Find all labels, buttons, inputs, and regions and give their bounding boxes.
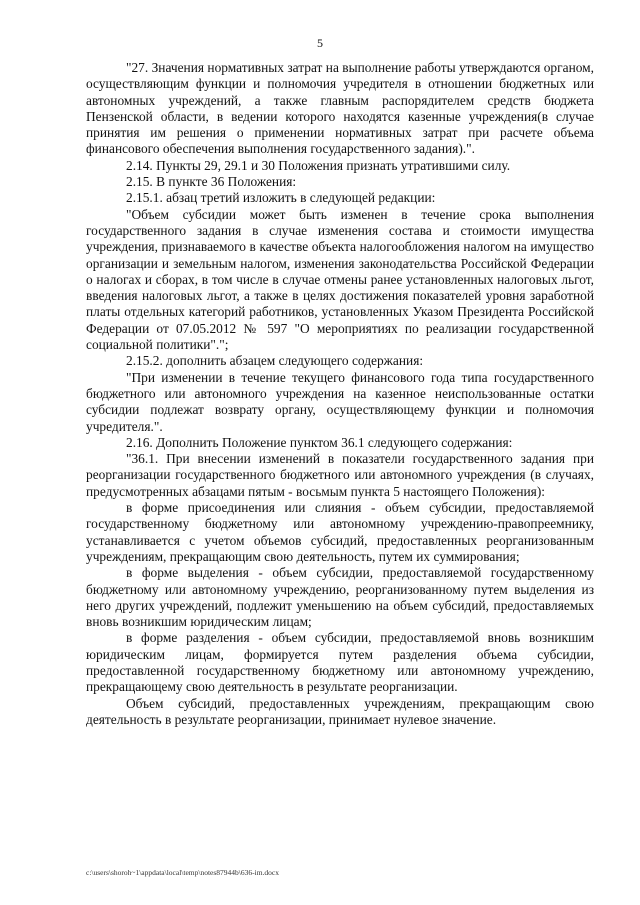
paragraph-subsidy-change: "Объем субсидии может быть изменен в течение срока выполнения государственного задания в случае изменения состава и стоимости имущества учреждения, признаваемого в качестве объекта налогообложения налогом на имущество организации и земельным налогом, изменения законодательства Российской Федерации о налогах и сборах, в том числе в случае отмены ранее установленных налоговых льгот, введения налоговых льгот, а также в целях достижения показателей уровня заработной платы отдельных категорий работников, установленных Указом Президента Российской Федерации от 07.05.2012 № 597 "О мероприятиях по реализации государственной социальной политики"."; (86, 206, 594, 353)
page-number: 5 (317, 36, 323, 50)
paragraph-type-change: "При изменении в течение текущего финансового года типа государственного бюджетного или автономного учреждения на казенное неиспользованные остатки субсидии подлежат возврату органу, осуществляющему функции и полномочия учредителя.". (86, 369, 594, 434)
paragraph-spin-off: в форме выделения - объем субсидии, предоставляемой государственному бюджетному или автономному учреждению, реорганизованному путем выделения из него других учреждений, подлежит уменьшению на объем субсидий, предоставляемых вновь возникшим юридическим лицам; (86, 565, 594, 630)
document-body (86, 60, 594, 728)
paragraph-2-15-2: 2.15.2. дополнить абзацем следующего содержания: (126, 353, 424, 369)
paragraph-2-14: 2.14. Пункты 29, 29.1 и 30 Положения признать утратившими силу. (126, 157, 511, 173)
paragraph-2-16: 2.16. Дополнить Положение пунктом 36.1 следующего содержания: (126, 434, 513, 450)
paragraph-2-15: 2.15. В пункте 36 Положения: (126, 174, 297, 190)
paragraph-clause-27: "27. Значения нормативных затрат на выполнение работы утверждаются органом, осуществляющим функции и полномочия учредителя в отношении бюджетных или автономных учреждений, а также главным распорядителем средств бюджета Пензенской области, в ведении которого находятся казенные учреждения(в случае принятия им решения о применении нормативных затрат при расчете объема финансового обеспечения выполнения государственного задания).". (86, 60, 594, 157)
paragraph-division: в форме разделения - объем субсидии, предоставляемой вновь возникшим юридическим лицам, формируется путем разделения объема субсидии, предоставленной государственному бюджетному или автономному учреждению, прекращающему свою деятельность в результате реорганизации. (86, 630, 594, 695)
paragraph-2-15-1: 2.15.1. абзац третий изложить в следующей редакции: (126, 190, 436, 206)
paragraph-36-1: "36.1. При внесении изменений в показатели государственного задания при реорганизации государственного бюджетного или автономного учреждения (в случаях, предусмотренных абзацами пятым - восьмым пункта 5 настоящего Положения): (86, 451, 594, 499)
paragraph-zero-value: Объем субсидий, предоставленных учреждениям, прекращающим свою деятельность в результате реорганизации, принимает нулевое значение. (86, 695, 594, 727)
paragraph-merger: в форме присоединения или слияния - объем субсидии, предоставляемой государственному бюджетному или автономному учреждению-правопреемнику, устанавливается с учетом объемов субсидий, предоставленных реорганизованным учреждениям, прекращающим свою деятельность, путем их суммирования; (86, 500, 594, 564)
footer-file-path: c:\users\shoroh~1\appdata\local\temp\notes87944b\636-im.docx (86, 868, 279, 877)
